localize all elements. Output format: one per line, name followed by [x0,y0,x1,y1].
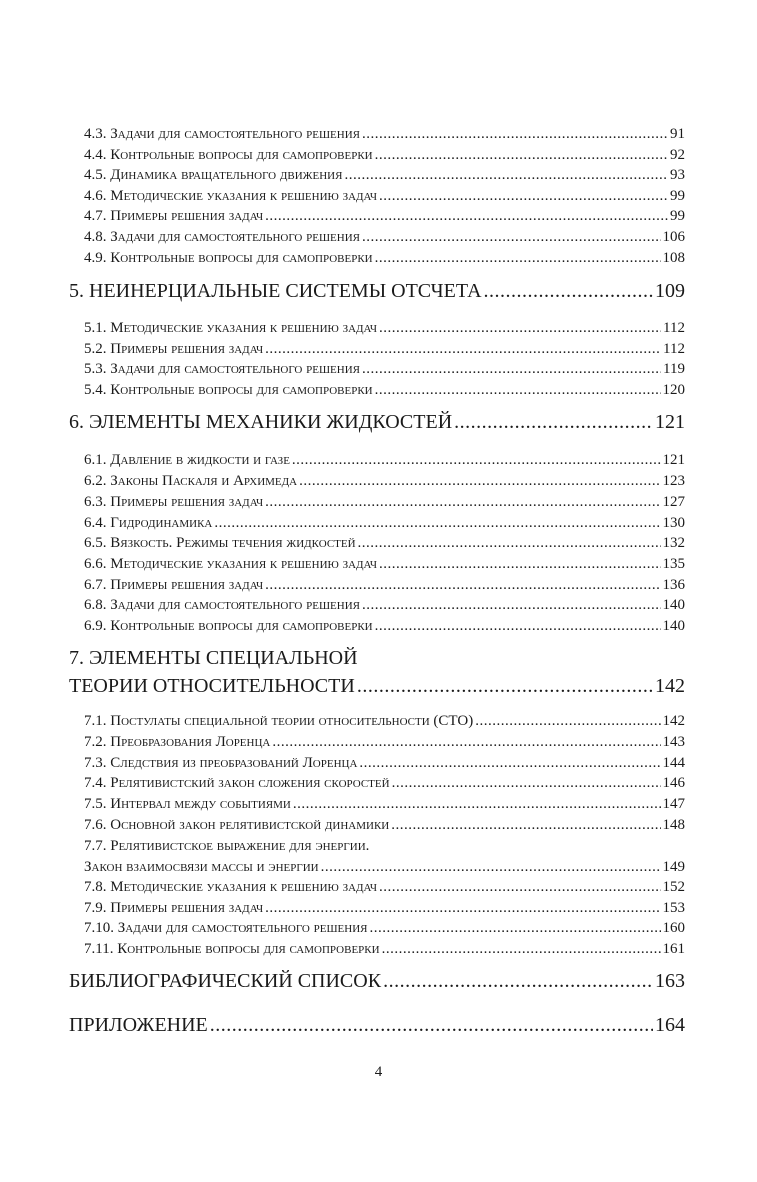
toc-section-entry [84,533,685,553]
dot-leader [370,918,661,938]
entry-title: 4.4. Контрольные вопросы для самопроверки [84,147,373,163]
dot-leader [359,753,660,773]
dot-leader [293,794,661,814]
entry-page-number: 127 [662,494,685,510]
toc-section-entry [84,815,685,835]
dot-leader [379,877,661,897]
entry-title: 6.9. Контрольные вопросы для самопроверки [84,618,373,634]
dot-leader [299,471,660,491]
entry-title: 7.8. Методические указания к решению задач [84,879,377,895]
dot-leader [362,359,661,379]
entry-title: 4.6. Методические указания к решению задач [84,188,377,204]
entry-page-number: 143 [662,734,685,750]
entry-page-number: 161 [662,941,685,957]
toc-chapter-entry [69,409,685,435]
toc-section-entry [84,248,685,268]
entry-title: 7.9. Примеры решения задач [84,900,264,916]
entry-title: 7.3. Следствия из преобразований Лоренца [84,755,358,771]
entry-title: 4.7. Примеры решения задач [84,208,264,224]
dot-leader [375,248,661,268]
dot-leader [391,815,660,835]
entry-title: ПРИЛОЖЕНИЕ [69,1014,208,1036]
entry-page-number: 147 [662,796,685,812]
dot-leader [357,673,653,699]
entry-page-number: 91 [670,126,685,142]
toc-chapter-entry [69,645,629,671]
toc-chapter-entry [69,1012,685,1038]
dot-leader [382,939,661,959]
toc-section-entry [84,471,685,491]
entry-title: 5. НЕИНЕРЦИАЛЬНЫЕ СИСТЕМЫ ОТСЧЕТА [69,280,482,302]
entry-title: 7.2. Преобразования Лоренца [84,734,271,750]
entry-title: 6.5. Вязкость. Режимы течения жидкостей [84,535,356,551]
entry-page-number: 163 [655,970,685,992]
entry-page-number: 142 [655,675,685,697]
dot-leader [321,857,661,877]
toc-chapter-entry [69,968,685,994]
entry-page-number: 121 [662,452,685,468]
dot-leader [272,732,660,752]
toc-section-entry [84,794,685,814]
entry-page-number: 136 [662,577,685,593]
entry-title: 5.2. Примеры решения задач [84,341,264,357]
dot-leader [383,968,653,994]
entry-title: 7. ЭЛЕМЕНТЫ СПЕЦИАЛЬНОЙ [69,647,358,669]
dot-leader [379,318,661,338]
dot-leader [362,595,661,615]
entry-page-number: 121 [655,411,685,433]
toc-section-entry [84,450,685,470]
toc-section-entry [84,595,685,615]
dot-leader [375,380,661,400]
entry-title: БИБЛИОГРАФИЧЕСКИЙ СПИСОК [69,970,382,992]
toc-section-entry [84,513,685,533]
toc-section-entry [84,939,685,959]
toc-section-entry [84,492,685,512]
entry-page-number: 132 [662,535,685,551]
entry-title: ТЕОРИИ ОТНОСИТЕЛЬНОСТИ [69,675,355,697]
entry-page-number: 93 [670,167,685,183]
entry-page-number: 153 [662,900,685,916]
entry-title: 4.8. Задачи для самостоятельного решения [84,229,360,245]
entry-page-number: 140 [662,597,685,613]
entry-page-number: 119 [663,361,685,377]
page-number: 4 [374,1064,383,1080]
toc-section-entry [84,575,685,595]
entry-page-number: 92 [670,147,685,163]
dot-leader [265,898,660,918]
dot-leader [375,145,668,165]
entry-page-number: 123 [662,473,685,489]
dot-leader [392,773,661,793]
entry-page-number: 120 [662,382,685,398]
toc-section-entry [84,857,685,877]
entry-title: 4.3. Задачи для самостоятельного решения [84,126,360,142]
toc-section-entry [84,380,685,400]
entry-title: 7.5. Интервал между событиями [84,796,291,812]
entry-title: 7.10. Задачи для самостоятельного решения [84,920,368,936]
entry-title: 7.4. Релятивистский закон сложения скоростей [84,775,390,791]
toc-section-entry [84,616,685,636]
toc-chapter-entry [69,673,685,699]
toc-section-entry [84,124,685,144]
entry-page-number: 99 [670,208,685,224]
entry-page-number: 135 [662,556,685,572]
toc-section-entry [84,554,685,574]
entry-page-number: 164 [655,1014,685,1036]
entry-title: 5.3. Задачи для самостоятельного решения [84,361,360,377]
entry-title: 4.9. Контрольные вопросы для самопроверки [84,250,373,266]
entry-page-number: 130 [662,515,685,531]
dot-leader [210,1012,653,1038]
entry-page-number: 140 [662,618,685,634]
toc-section-entry [84,877,685,897]
dot-leader [292,450,661,470]
entry-page-number: 99 [670,188,685,204]
toc-section-entry [84,898,685,918]
entry-title: 6.2. Законы Паскаля и Архимеда [84,473,298,489]
entry-page-number: 109 [655,280,685,302]
dot-leader [362,227,661,247]
dot-leader [454,409,653,435]
entry-page-number: 108 [662,250,685,266]
entry-page-number: 152 [662,879,685,895]
dot-leader [265,206,668,226]
toc-section-entry [84,732,685,752]
entry-page-number: 149 [662,859,685,875]
toc-section-entry [84,339,685,359]
toc-section-entry [84,836,644,856]
entry-title: 6.6. Методические указания к решению задач [84,556,377,572]
entry-title: 7.11. Контрольные вопросы для самопроверки [84,941,380,957]
toc-section-entry [84,145,685,165]
dot-leader [265,575,660,595]
entry-page-number: 160 [662,920,685,936]
entry-title: 5.4. Контрольные вопросы для самопроверки [84,382,373,398]
entry-title: 7.6. Основной закон релятивистской динамики [84,817,390,833]
entry-title: 5.1. Методические указания к решению задач [84,320,377,336]
toc-chapter-entry [69,278,685,304]
entry-page-number: 112 [663,341,685,357]
entry-title: Закон взаимосвязи массы и энергии [84,859,319,875]
entry-title: 6.7. Примеры решения задач [84,577,264,593]
entry-page-number: 142 [662,713,685,729]
entry-title: 6. ЭЛЕМЕНТЫ МЕХАНИКИ ЖИДКОСТЕЙ [69,411,453,433]
toc-section-entry [84,165,685,185]
entry-page-number: 144 [662,755,685,771]
entry-title: 6.1. Давление в жидкости и газе [84,452,290,468]
toc-section-entry [84,918,685,938]
toc-section-entry [84,773,685,793]
entry-page-number: 112 [663,320,685,336]
dot-leader [475,711,660,731]
toc-section-entry [84,206,685,226]
dot-leader [379,186,668,206]
entry-page-number: 148 [662,817,685,833]
toc-section-entry [84,318,685,338]
entry-title: 4.5. Динамика вращательного движения [84,167,343,183]
toc-section-entry [84,186,685,206]
toc-section-entry [84,753,685,773]
entry-title: 6.4. Гидродинамика [84,515,213,531]
entry-page-number: 146 [662,775,685,791]
entry-page-number: 106 [662,229,685,245]
dot-leader [484,278,653,304]
dot-leader [375,616,661,636]
entry-title: 6.3. Примеры решения задач [84,494,264,510]
dot-leader [265,492,660,512]
entry-title: 6.8. Задачи для самостоятельного решения [84,597,360,613]
dot-leader [214,513,660,533]
dot-leader [362,124,668,144]
dot-leader [344,165,668,185]
toc-section-entry [84,227,685,247]
dot-leader [358,533,661,553]
toc-section-entry [84,359,685,379]
toc-section-entry [84,711,685,731]
entry-title: 7.7. Релятивистское выражение для энергии. [84,838,370,854]
entry-title: 7.1. Постулаты специальной теории относительности (СТО) [84,713,474,729]
dot-leader [379,554,661,574]
dot-leader [265,339,661,359]
